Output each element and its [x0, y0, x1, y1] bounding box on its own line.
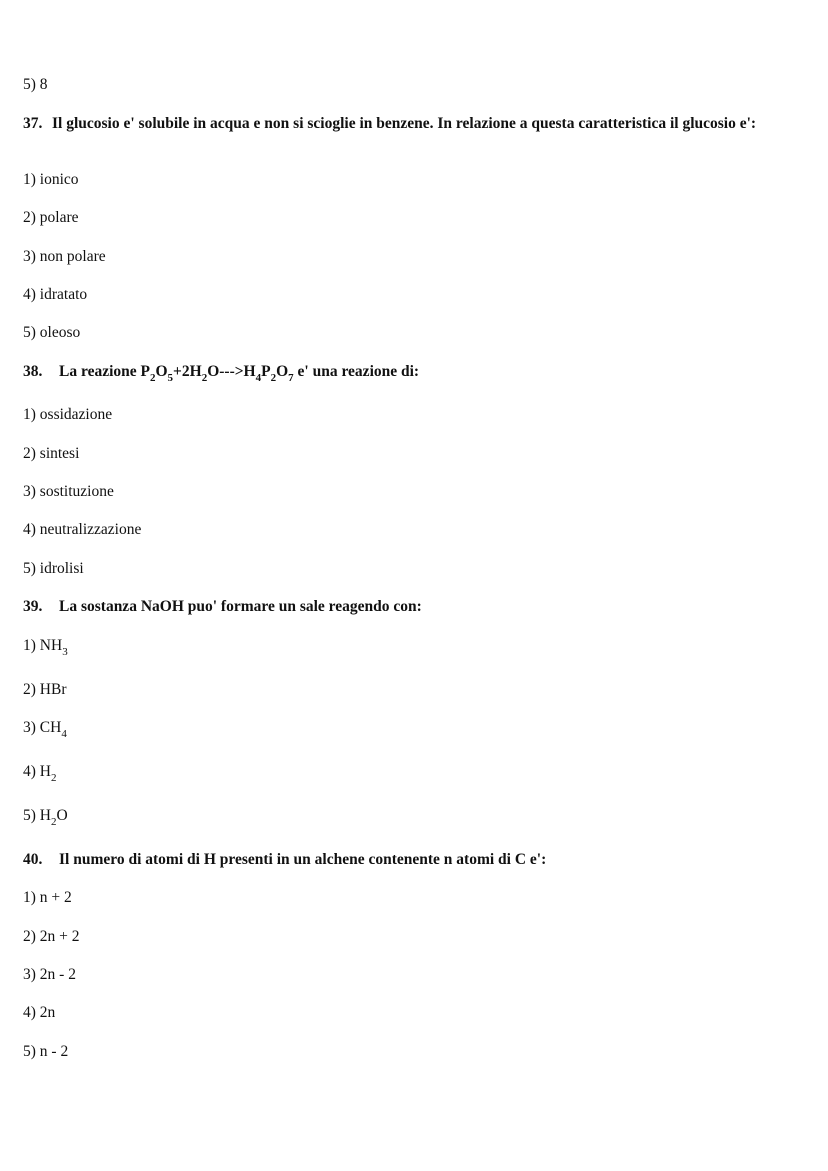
question-38-number: 38.: [23, 363, 43, 380]
question-40-number: 40.: [23, 851, 43, 868]
q37-option-4: 4) idratato: [23, 286, 88, 303]
q37-option-5: 5) oleoso: [23, 324, 81, 341]
question-40: [23, 851, 803, 869]
q40-option-3: 3) 2n - 2: [23, 966, 76, 983]
q37-option-2: 2) polare: [23, 209, 79, 226]
q39-option-3: 3) $CH_4$: [23, 719, 67, 740]
question-38-lead: La reazione: [59, 363, 141, 380]
q40-option-4: 4) 2n: [23, 1004, 56, 1021]
q40-option-5: 5) n - 2: [23, 1043, 69, 1060]
question-37-text: Il glucosio e' solubile in acqua e non si scioglie in benzene. In relazione a questa caratteristica il glucosio e':: [52, 115, 757, 132]
question-37: [23, 115, 803, 133]
question-39-text: La sostanza NaOH puo' formare un sale reagendo con:: [59, 598, 422, 615]
q39-option-2: 2) HBr: [23, 681, 67, 698]
q40-option-2: 2) 2n + 2: [23, 928, 80, 945]
q38-option-2: 2) sintesi: [23, 445, 80, 462]
question-39-number: 39.: [23, 598, 43, 615]
q38-option-4: 4) neutralizzazione: [23, 521, 142, 538]
q39-option-4: 4) $H_2$: [23, 763, 57, 784]
question-38: [23, 363, 803, 384]
q38-option-1: 1) ossidazione: [23, 406, 113, 423]
q38-option-3: 3) sostituzione: [23, 483, 114, 500]
q40-option-1: 1) n + 2: [23, 889, 72, 906]
question-37-number: 37.: [23, 115, 43, 132]
q39-option-5: 5) $H_2O$: [23, 807, 68, 828]
previous-question-option-5: 5) 8: [23, 76, 48, 93]
question-39: [23, 598, 803, 616]
q37-option-3: 3) non polare: [23, 248, 106, 265]
question-38-tail: e' una reazione di:: [293, 363, 420, 380]
q38-option-5: 5) idrolisi: [23, 560, 84, 577]
question-40-text: Il numero di atomi di H presenti in un alchene contenente n atomi di C e':: [59, 851, 547, 868]
q37-option-1: 1) ionico: [23, 171, 79, 188]
q39-option-1: 1) $NH_3$: [23, 637, 68, 658]
reaction-formula: $P_2O_5+2H_2O--->H_4P_2O_7$: [140, 363, 294, 384]
